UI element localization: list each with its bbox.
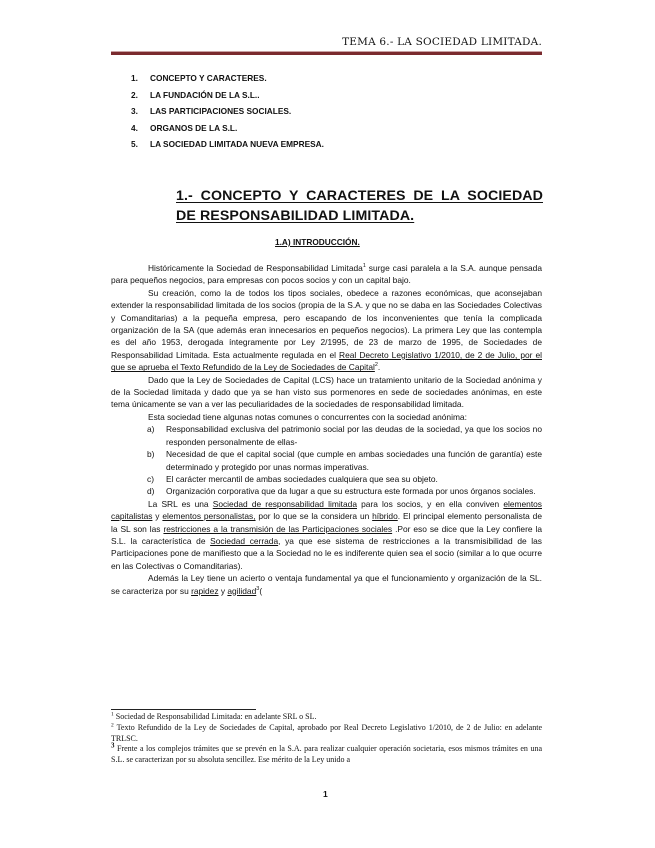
law-reference-link[interactable]: Real Decreto Legislativo 1/2010, de 2 de Julio, por el que se aprueba el Texto Refundido de la Ley de Sociedades de Capital (111, 349, 542, 373)
footnote-number: 1 (111, 711, 114, 718)
text-run: La SRL es una (148, 498, 213, 509)
text-run: . (377, 362, 381, 373)
underlined-term: Sociedad de responsabilidad limitada (212, 498, 357, 509)
text-run: surge casi paralela a la S.A. aunque pensada para pequeños negocios, para empresas con pocos socios y con un capital bajo. (111, 263, 542, 286)
toc-item (131, 120, 324, 137)
table-of-contents (131, 70, 324, 153)
toc-number: 4. (131, 122, 138, 133)
toc-number: 5. (131, 139, 138, 150)
list-text: Responsabilidad exclusiva del patrimonio social por las deudas de la sociedad, ya que los socios no responden personalmente de ellas- (166, 424, 542, 447)
list-marker: b) (147, 449, 155, 460)
toc-label: LA SOCIEDAD LIMITADA NUEVA EMPRESA. (150, 139, 324, 150)
list-item (111, 448, 542, 473)
text-run: . El principal elemento personalista de la SL son las (111, 511, 542, 534)
underlined-term: agilidad (227, 585, 257, 596)
footnote (111, 741, 542, 766)
footnote-ref[interactable]: 2 (374, 362, 378, 369)
underlined-term: elementos personalistas, (162, 511, 256, 522)
text-run: y (218, 585, 228, 596)
paragraph: Dado que la Ley de Sociedades de Capital (LCS) hace un tratamiento unitario de la Sociedad anónima y de la Sociedad limitada y dado que ya se han visto sus pormenores en sede de sociedades anónimas, en este tema únicamente se van a ver las peculiaridades de la sociedades de responsabilidad limitada. (111, 374, 542, 410)
text-run: Además la Ley tiene un acierto o ventaja fundamental ya que el funcionamiento y organización de la SL. se caracteriza por su (111, 573, 542, 596)
text-run: , ya que ese sistema de restricciones a la transmisibilidad de las Participaciones pone de manifiesto que a la Sociedad no le es indiferente quien sea el socio (similar a lo que ocurre en las Colectivas o Comanditarias). (111, 535, 542, 571)
footnote-text: Texto Refundido de la Ley de Sociedades de Capital, aprobado por Real Decreto Legislativo 1/2010, de 2 de Julio: en adelante TRLSC. (111, 722, 542, 743)
footnotes (111, 712, 542, 766)
toc-label: CONCEPTO Y CARACTERES. (150, 73, 267, 83)
text-run: por lo que se la considera un (255, 511, 373, 522)
toc-number: 2. (131, 89, 138, 100)
features-list (111, 423, 542, 497)
text-run: Históricamente la Sociedad de Responsabilidad Limitada (148, 263, 363, 273)
toc-item (131, 136, 324, 153)
toc-item (131, 87, 324, 104)
list-text: Necesidad de que el capital social (que cumple en ambas sociedades una función de garantía) este determinado y protegido por unas normas imperativas. (166, 449, 542, 472)
toc-number: 3. (131, 106, 138, 117)
toc-label: LAS PARTICIPACIONES SOCIALES. (150, 106, 292, 117)
text-run: ( (259, 585, 263, 596)
list-item (111, 485, 542, 497)
text-run: Su creación, como la de todos los tipos sociales, obedece a razones económicas, que aconsejaban extender la responsabilidad limitada de los socios (propia de la S.A. y que no se daba en las Sociedades Colectivas y Comanditarias) a la pequeña empresa, pero escapando de los inconvenientes que tenía la complicada organización de la SA (que además eran innecesarios en pequeños negocios). La primera Ley que las contempla es del año 1953, derogada íntegramente por Ley 2/1995, de 23 de marzo de 1995, de Sociedades de Responsabilidad Limitada. Esta actualmente regulada en el (111, 287, 542, 360)
footnote-number: 3 (111, 741, 115, 750)
toc-number: 1. (131, 73, 138, 83)
paragraph (111, 262, 542, 287)
toc-item (131, 70, 324, 87)
list-marker: d) (147, 486, 155, 497)
underlined-term: restricciones a la transmisión de las Participaciones sociales (163, 523, 393, 534)
footnote-ref[interactable]: 1 (362, 263, 366, 270)
footnote (111, 712, 542, 723)
underlined-term: elementos capitalistas (111, 498, 542, 522)
list-marker: c) (147, 473, 154, 484)
underlined-term: Sociedad cerrada (210, 535, 279, 546)
footnote-ref[interactable]: 3 (256, 585, 260, 592)
toc-item (131, 103, 324, 120)
text-run: .Por eso se dice que la Ley confiere la S.L. la característica de (111, 523, 542, 546)
footnote-text: Sociedad de Responsabilidad Limitada: en adelante SRL o SL. (113, 712, 317, 721)
paragraph: Esta sociedad tiene algunas notas comunes o concurrentes con la sociedad anónima: (148, 411, 467, 422)
paragraph (111, 572, 542, 597)
text-run: y (152, 511, 163, 522)
footnote-separator (111, 709, 256, 710)
header-rule (111, 51, 542, 55)
toc-label: ORGANOS DE LA S.L. (150, 122, 238, 133)
list-marker: a) (147, 424, 155, 435)
list-text: El carácter mercantil de ambas sociedades cualquiera que sea su objeto. (166, 473, 438, 484)
page-number: 1 (323, 789, 328, 799)
toc-label: LA FUNDACIÓN DE LA S.L.. (150, 89, 260, 100)
paragraph (111, 498, 542, 572)
paragraph (111, 287, 542, 374)
list-text: Organización corporativa que da lugar a que su estructura este formada por unos órganos sociales. (166, 486, 536, 497)
footnote (111, 723, 542, 745)
body-text (111, 262, 542, 597)
list-item (111, 423, 542, 448)
footnote-number: 2 (111, 722, 114, 729)
list-item (111, 473, 542, 485)
footnote-text: Frente a los complejos trámites que se prevén en la S.A. para realizar cualquier operación societaria, esos mismos trámites en una S.L. se caracterizan por su absoluta sencillez. Ese mérito de la Ley unido a (111, 744, 542, 765)
subsection-title: 1.A) INTRODUCCIÓN. (275, 237, 360, 247)
underlined-term: híbrido (372, 511, 398, 522)
text-run: para los socios, y en ella conviven (356, 498, 504, 509)
section-title: 1.- CONCEPTO Y CARACTERES DE LA SOCIEDAD DE RESPONSABILIDAD LIMITADA. (176, 188, 543, 224)
underlined-term: rapidez (191, 585, 219, 596)
running-header: TEMA 6.- LA SOCIEDAD LIMITADA. (342, 36, 542, 48)
